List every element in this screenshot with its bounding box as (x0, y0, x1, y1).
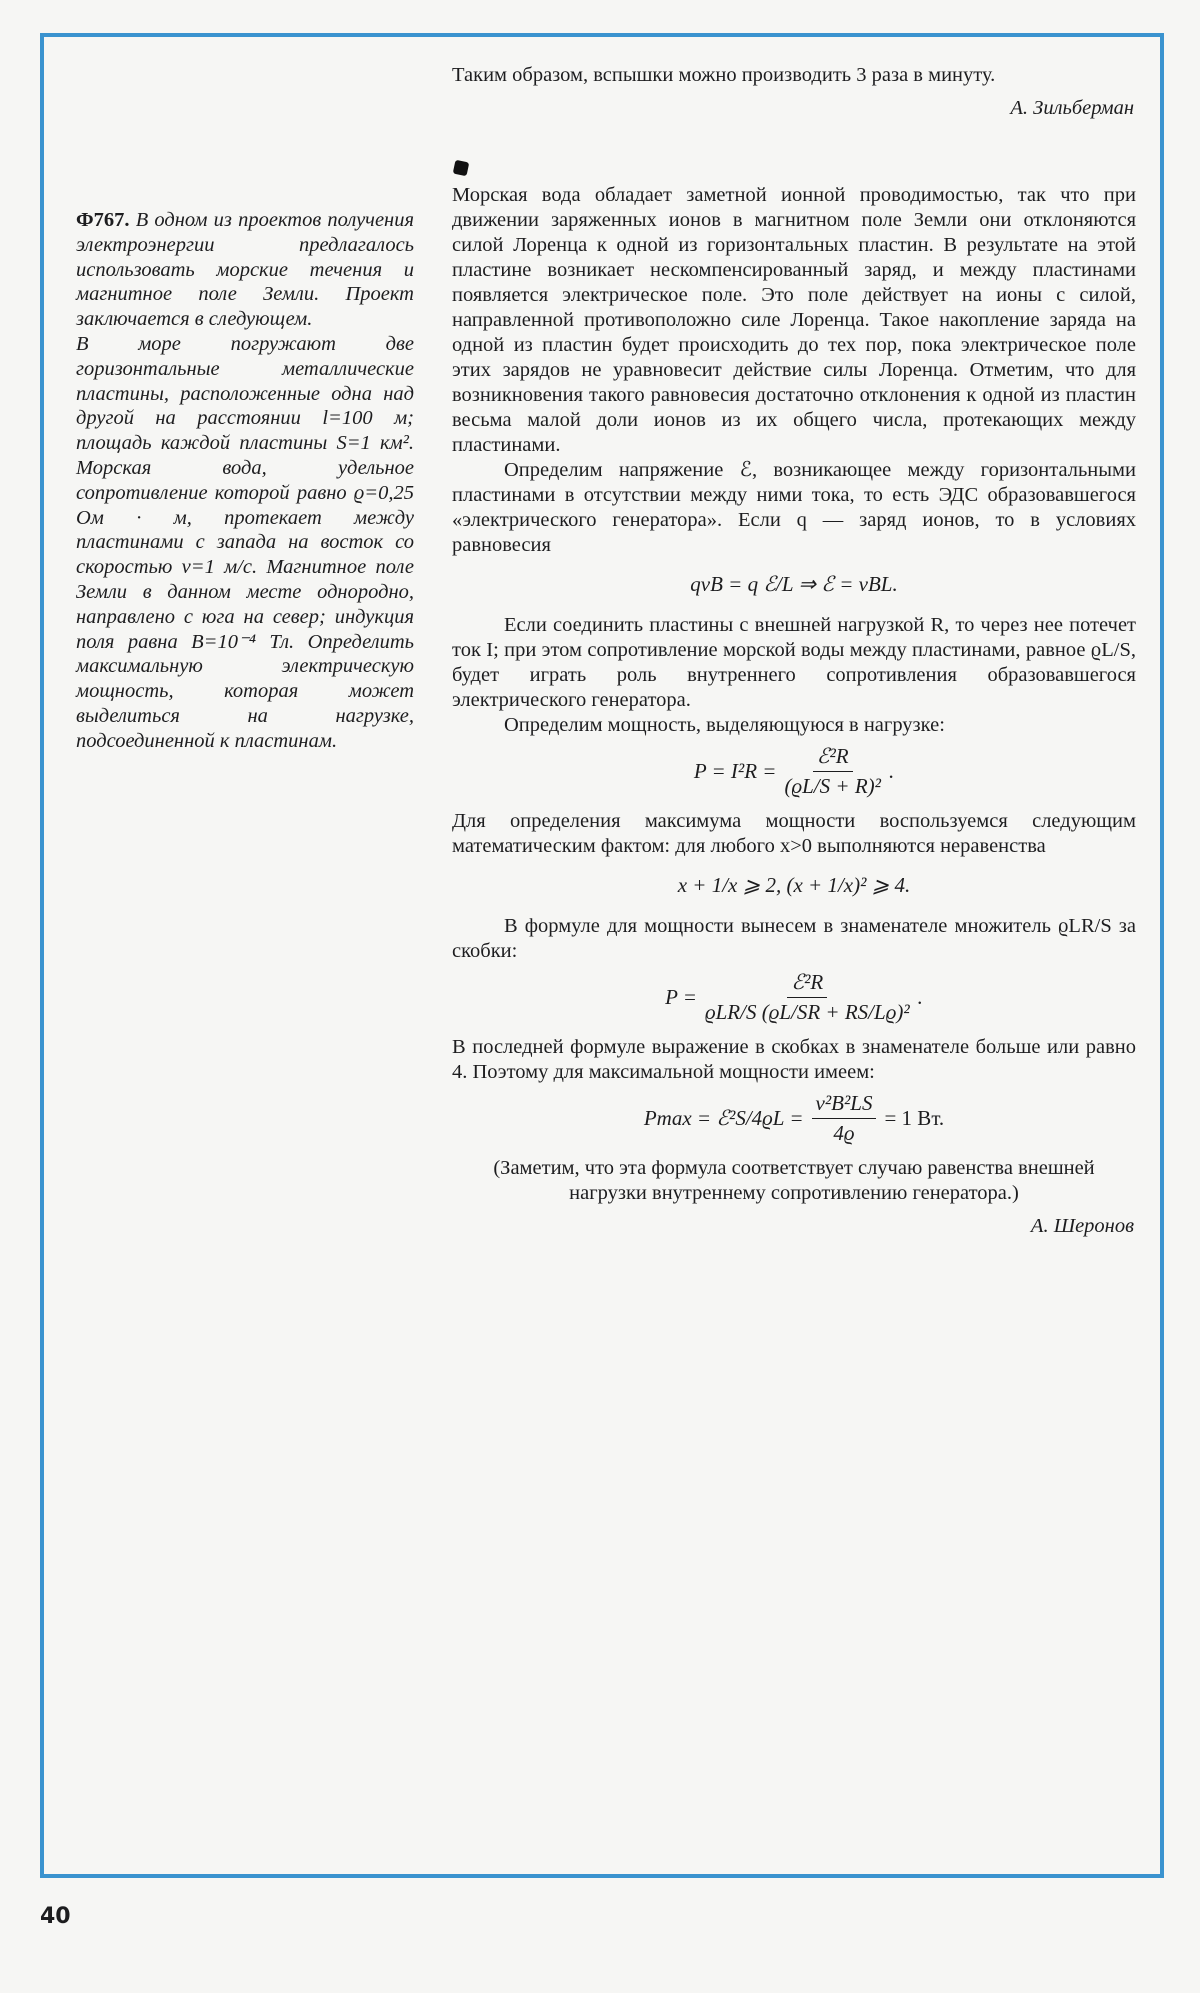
formula-factored-numerator: ℰ²R (787, 970, 827, 998)
formula-factored-end: . (917, 985, 923, 1009)
solution-column (452, 63, 1136, 1239)
solution-paragraph-7: В последней формуле выражение в скобках в знаменателе больше или равно 4. Поэтому для максимальной мощности имеем: (452, 1036, 1136, 1083)
problem-statement (76, 208, 414, 754)
formula-max-denominator: 4ϱ (833, 1121, 855, 1145)
solution-paragraph-8: (Заметим, что эта формула соответствует случаю равенства внешней нагрузки внутреннему сопротивлению генератора.) (493, 1157, 1095, 1204)
formula-power-fraction (784, 744, 880, 799)
formula-power-numerator: ℰ²R (813, 744, 853, 772)
solution-paragraph-5: Для определения максимума мощности воспользуемся следующим математическим фактом: для любого x>0 выполняются неравенства (452, 810, 1136, 857)
solution-paragraph-6: В формуле для мощности вынесем в знаменателе множитель ϱLR/S за скобки: (452, 915, 1136, 962)
formula-power (452, 744, 1136, 799)
intro-text: Таким образом, вспышки можно производить 3 раза в минуту. (452, 64, 996, 86)
formula-inequality: x + 1/x ⩾ 2, (x + 1/x)² ⩾ 4. (677, 873, 911, 897)
formula-max-lhs: Pmax = ℰ²S/4ϱL = (643, 1106, 804, 1130)
problem-text-part1: В одном из проектов получения электроэнергии предлагалось использовать морские течения и магнитное поле Земли. Проект заключается в следующем. (76, 209, 414, 331)
formula-factored-denominator: ϱLR/S (ϱL/SR + RS/Lϱ)² (704, 1000, 910, 1024)
formula-power-denominator: (ϱL/S + R)² (784, 774, 881, 798)
formula-max-rhs: = 1 Вт. (884, 1106, 945, 1130)
formula-factored-lhs: P = (665, 985, 697, 1009)
formula-max-power (452, 1091, 1136, 1146)
formula-power-factored (452, 970, 1136, 1025)
solution-paragraph-3: Если соединить пластины с внешней нагрузкой R, то через нее потечет ток I; при этом сопротивление морской воды между пластинами, равное ϱL/S, будет играть роль внутреннего сопротивления образовавшегося электрического генератора. (452, 614, 1136, 711)
formula-factored-fraction (705, 970, 910, 1025)
solution-author: А. Шеронов (1030, 1215, 1134, 1237)
problem-text-part2: В море погружают две горизонтальные металлические пластины, расположенные одна над другой на расстоянии l=100 м; площадь каждой пластины S=1 км². Морская вода, удельное сопротивление которой равно ϱ=0,25 Ом · м, протекает между пластинами с запада на восток со скоростью v=1 м/с. Магнитное поле Земли в данном месте однородно, направлено с юга на север; индукция поля равна B=10⁻⁴ Тл. Определить максимальную электрическую мощность, которая может выделиться на нагрузке, подсоединенной к пластинам. (76, 332, 414, 752)
solution-paragraph-2: Определим напряжение ℰ, возникающее между горизонтальными пластинами в отсутствии между ними тока, то есть ЭДС образовавшегося «электрического генератора». Если q — заряд ионов, то в условиях равновесия (452, 459, 1136, 556)
formula-power-lhs: P = I²R = (693, 759, 777, 783)
solution-paragraph-4: Определим мощность, выделяющуюся в нагрузке: (504, 714, 945, 736)
problem-number: Ф767. (76, 209, 130, 231)
formula-power-end: . (888, 759, 895, 783)
formula-emf: qvB = q ℰ/L ⇒ ℰ = vBL. (690, 572, 898, 596)
formula-max-fraction (812, 1091, 877, 1146)
solution-paragraph-1: Морская вода обладает заметной ионной проводимостью, так что при движении заряженных ионов в магнитном поле Земли они отклоняются силой Лоренца к одной из горизонтальных пластин. В результате на этой пластине возникает нескомпенсированный заряд, и между пластинами появляется электрическое поле. Это поле действует на ионы с силой, направленной противоположно силе Лоренца. Такое накопление заряда на одной из пластин будет происходить до тех пор, пока электрическое поле этих зарядов не уравновесит действие силы Лоренца. Отметим, что для возникновения такого равновесия достаточно отклонения к одной из пластин весьма малой доли ионов из их общего числа, протекающих между пластинами. (452, 184, 1136, 456)
section-bullet-icon (453, 160, 470, 177)
intro-author: А. Зильберман (1010, 97, 1134, 119)
formula-max-numerator: v²B²LS (812, 1091, 877, 1119)
page-number: 40 (40, 1904, 71, 1929)
